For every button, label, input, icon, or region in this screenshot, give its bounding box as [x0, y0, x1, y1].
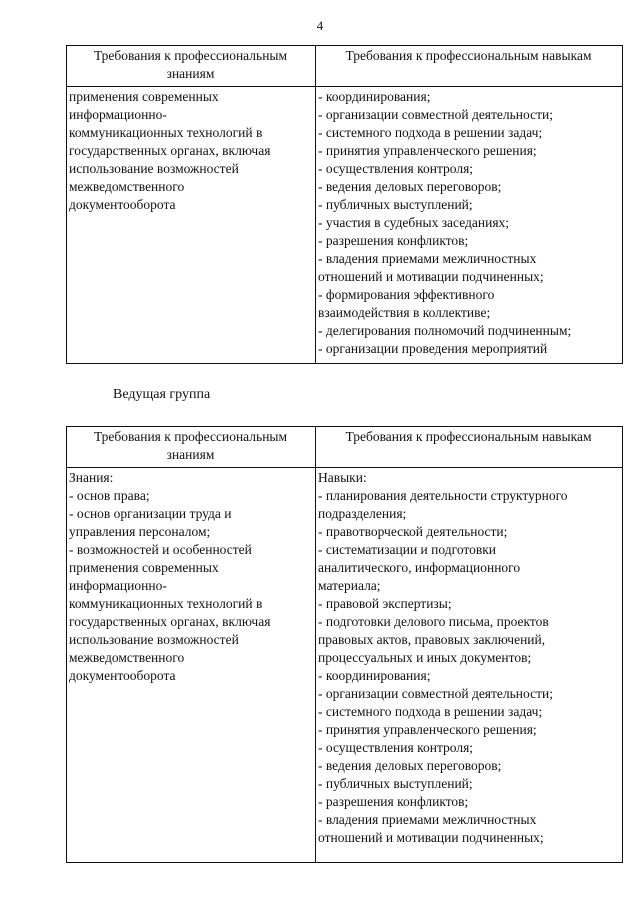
- skill-line: - организации совместной деятельности;: [318, 686, 553, 701]
- header-knowledge: Требования к профессиональным знаниям: [67, 46, 316, 87]
- skill-line: - публичных выступлений;: [318, 197, 473, 212]
- page-number: 4: [316, 18, 324, 33]
- table-row: [67, 468, 623, 863]
- skill-line: - осуществления контроля;: [318, 161, 474, 176]
- skill-line: - организации совместной деятельности;: [318, 107, 553, 122]
- skill-line: - системного подхода в решении задач;: [318, 704, 543, 719]
- skill-line: материала;: [318, 578, 381, 593]
- knowledge-line: Знания:: [69, 470, 114, 485]
- knowledge-line: информационно-: [69, 578, 167, 593]
- skill-line: отношений и мотивации подчиненных;: [318, 269, 544, 284]
- knowledge-line: документооборота: [69, 668, 176, 683]
- skill-line: - владения приемами межличностных: [318, 251, 537, 266]
- skill-line: - формирования эффективного: [318, 287, 495, 302]
- knowledge-line: документооборота: [69, 197, 176, 212]
- knowledge-cell: [67, 87, 316, 364]
- section-label: Ведущая группа: [113, 387, 211, 402]
- skill-line: - планирования деятельности структурного: [318, 488, 568, 503]
- skills-cell: [316, 87, 623, 364]
- header-skills: Требования к профессиональным навыкам: [316, 46, 623, 87]
- skill-line: - подготовки делового письма, проектов: [318, 614, 549, 629]
- knowledge-line: применения современных: [69, 89, 219, 104]
- skill-line: - ведения деловых переговоров;: [318, 179, 502, 194]
- knowledge-line: - основ организации труда и: [69, 506, 232, 521]
- table-header-row: [67, 427, 623, 468]
- skill-line: отношений и мотивации подчиненных;: [318, 830, 544, 845]
- skill-line: правовых актов, правовых заключений,: [318, 632, 546, 647]
- skill-line: аналитического, информационного: [318, 560, 521, 575]
- skill-line: - принятия управленческого решения;: [318, 722, 537, 737]
- requirements-table-1: [66, 45, 623, 364]
- knowledge-line: информационно-: [69, 107, 167, 122]
- skill-line: - правовой экспертизы;: [318, 596, 452, 611]
- skill-line: - организации проведения мероприятий: [318, 341, 548, 356]
- skill-line: - систематизации и подготовки: [318, 542, 497, 557]
- knowledge-line: коммуникационных технологий в: [69, 125, 263, 140]
- table-row: [67, 87, 623, 364]
- knowledge-line: - возможностей и особенностей: [69, 542, 252, 557]
- knowledge-line: межведомственного: [69, 179, 185, 194]
- knowledge-line: коммуникационных технологий в: [69, 596, 263, 611]
- skill-line: - ведения деловых переговоров;: [318, 758, 502, 773]
- knowledge-line: применения современных: [69, 560, 219, 575]
- knowledge-line: государственных органах, включая: [69, 143, 271, 158]
- skill-line: Навыки:: [318, 470, 367, 485]
- skills-cell: [316, 468, 623, 863]
- skill-line: - делегирования полномочий подчиненным;: [318, 323, 572, 338]
- knowledge-line: государственных органах, включая: [69, 614, 271, 629]
- header-knowledge: Требования к профессиональным знаниям: [67, 427, 316, 468]
- skill-line: - координирования;: [318, 89, 431, 104]
- skill-line: - разрешения конфликтов;: [318, 794, 469, 809]
- knowledge-line: - основ права;: [69, 488, 150, 503]
- requirements-table-2: [66, 426, 623, 863]
- skill-line: - правотворческой деятельности;: [318, 524, 508, 539]
- skill-line: - разрешения конфликтов;: [318, 233, 469, 248]
- knowledge-line: межведомственного: [69, 650, 185, 665]
- skill-line: взаимодействия в коллективе;: [318, 305, 491, 320]
- skill-line: - осуществления контроля;: [318, 740, 474, 755]
- header-skills: Требования к профессиональным навыкам: [316, 427, 623, 468]
- knowledge-line: использование возможностей: [69, 161, 239, 176]
- knowledge-line: использование возможностей: [69, 632, 239, 647]
- skill-line: - публичных выступлений;: [318, 776, 473, 791]
- knowledge-line: управления персоналом;: [69, 524, 211, 539]
- skill-line: - системного подхода в решении задач;: [318, 125, 543, 140]
- skill-line: процессуальных и иных документов;: [318, 650, 532, 665]
- skill-line: - координирования;: [318, 668, 431, 683]
- skill-line: - принятия управленческого решения;: [318, 143, 537, 158]
- skill-line: подразделения;: [318, 506, 407, 521]
- skill-line: - участия в судебных заседаниях;: [318, 215, 510, 230]
- knowledge-cell: [67, 468, 316, 863]
- table-header-row: [67, 46, 623, 87]
- skill-line: - владения приемами межличностных: [318, 812, 537, 827]
